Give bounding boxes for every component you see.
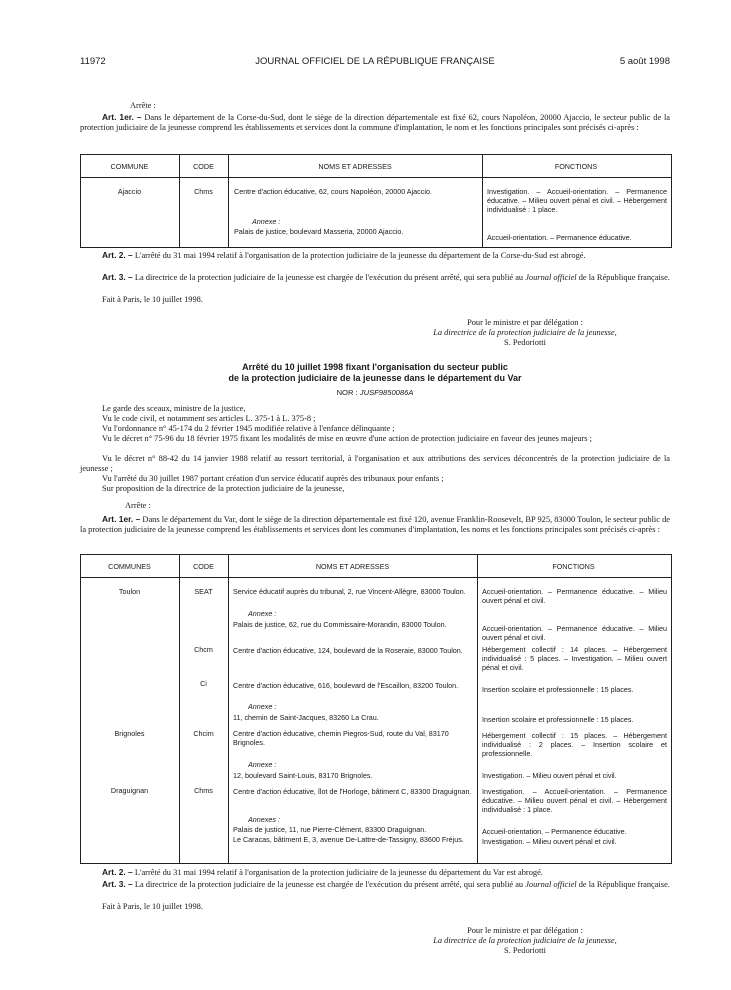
- article-3: Art. 3. – La directrice de la protection judiciaire de la jeunesse est chargée de l'exécution du présent arrêté, qui sera publié au Journal officiel de la République française.: [102, 879, 670, 889]
- cell-function: Hébergement collectif : 14 places. – Hébergement individualisé : 5 places. – Investigation. – Milieu ouvert pénal et civil.: [482, 645, 667, 672]
- cell-name: Centre d'action éducative, 62, cours Napoléon, 20000 Ajaccio.: [234, 187, 432, 196]
- th-fonctions: FONCTIONS: [554, 162, 598, 171]
- cell-code: Chms: [194, 187, 213, 196]
- cell-commune: Toulon: [118, 587, 141, 596]
- cell-name: Palais de justice, boulevard Masseria, 20000 Ajaccio.: [234, 227, 404, 236]
- th-communes: COMMUNES: [108, 562, 151, 571]
- signature-block: Pour le ministre et par délégation : La directrice de la protection judiciaire de la jeunesse, S. Pedoriotti: [433, 318, 617, 347]
- fait-a-paris: Fait à Paris, le 10 juillet 1998.: [102, 295, 203, 304]
- fait-a-paris: Fait à Paris, le 10 juillet 1998.: [102, 902, 203, 911]
- cell-function: Investigation. – Milieu ouvert pénal et civil.: [482, 771, 617, 780]
- cell-function: Accueil-orientation. – Permanence éducative. – Milieu ouvert pénal et civil.: [482, 587, 667, 605]
- cell-code: Chms: [194, 786, 213, 795]
- cell-name: Centre d'action éducative, chemin Piegros-Sud, route du Val, 83170 Brignoles.: [233, 729, 449, 747]
- preamble-garde: Le garde des sceaux, ministre de la justice,: [102, 404, 246, 413]
- preamble-vu: Vu le code civil, et notamment ses articles L. 375-1 à L. 375-8 ;: [102, 414, 316, 423]
- cell-code: Chcim: [193, 729, 214, 738]
- article-2: Art. 2. – L'arrêté du 31 mai 1994 relatif à l'organisation de la protection judiciaire de la jeunesse du département de la Corse-du-Sud est abrogé.: [102, 250, 586, 260]
- preamble-vu: Vu le décret n° 75-96 du 18 février 1975 fixant les modalités de mise en œuvre d'une action de protection judiciaire en faveur des jeunes majeurs ;: [102, 434, 592, 443]
- cell-name: Centre d'action éducative, 616, boulevard de l'Escaillon, 83200 Toulon.: [233, 681, 459, 690]
- article-3: Art. 3. – La directrice de la protection judiciaire de la jeunesse est chargée de l'exécution du présent arrêté, qui sera publié au Journal officiel de la République française.: [102, 272, 670, 282]
- annex-label: Annexe :: [248, 760, 277, 769]
- cell-function: Hébergement collectif : 15 places. – Hébergement individualisé : 2 places. – Insertion scolaire et professionnelle.: [482, 731, 667, 758]
- cell-commune: Ajaccio: [117, 187, 142, 196]
- annex-label: Annexe :: [252, 217, 281, 226]
- article-2: Art. 2. – L'arrêté du 31 mai 1994 relatif à l'organisation de la protection judiciaire de la jeunesse du département du Var est abrogé.: [102, 867, 543, 877]
- cell-function: Insertion scolaire et professionnelle : 15 places.: [482, 685, 634, 694]
- cell-name: Service éducatif auprès du tribunal, 2, rue Vincent-Allègre, 83000 Toulon.: [233, 587, 466, 596]
- nor-reference: NOR : JUSF9850086A: [336, 388, 414, 397]
- cell-name: Centre d'action éducative, îlot de l'Horloge, bâtiment C, 83300 Draguignan.: [233, 787, 472, 796]
- annex-label: Annexe :: [248, 702, 277, 711]
- journal-title: JOURNAL OFFICIEL DE LA RÉPUBLIQUE FRANÇAISE: [255, 56, 495, 67]
- th-noms: NOMS ET ADRESSES: [315, 562, 390, 571]
- cell-name: Palais de justice, 11, rue Pierre-Clément, 83300 Draguignan.: [233, 825, 427, 834]
- cell-function: Investigation. – Milieu ouvert pénal et civil.: [482, 837, 617, 846]
- cell-function: Investigation. – Accueil-orientation. – Permanence éducative. – Milieu ouvert pénal et civil. – Hébergement individualisé : 1 place.: [482, 787, 667, 814]
- cell-function: Accueil-orientation. – Permanence éducative. – Milieu ouvert pénal et civil.: [482, 624, 667, 642]
- th-code: CODE: [193, 162, 214, 171]
- page-number: 11972: [80, 56, 106, 67]
- cell-commune: Brignoles: [114, 729, 145, 738]
- cell-code: Chcm: [194, 645, 213, 654]
- cell-commune: Draguignan: [110, 786, 149, 795]
- arrete-heading: Arrête :: [130, 101, 156, 110]
- preamble-vu: Vu l'arrêté du 30 juillet 1987 portant création d'un service éducatif auprès des tribunaux pour enfants ;: [102, 474, 444, 483]
- th-noms: NOMS ET ADRESSES: [318, 162, 392, 171]
- cell-name: 12, boulevard Saint-Louis, 83170 Brignoles.: [233, 771, 373, 780]
- decree-title: Arrêté du 10 juillet 1998 fixant l'organisation du secteur public de la protection judiciaire de la jeunesse dans le département du Var: [228, 362, 522, 383]
- cell-code: Ci: [200, 679, 207, 688]
- cell-name: Palais de justice, 62, rue du Commissaire-Morandin, 83000 Toulon.: [233, 620, 447, 629]
- preamble-vu: Vu l'ordonnance n° 45-174 du 2 février 1945 modifiée relative à l'enfance délinquante ;: [102, 424, 395, 433]
- article-1: Art. 1er. – Dans le département de la Corse-du-Sud, dont le siège de la direction départementale est fixé 62, cours Napoléon, 20000 Ajaccio, le secteur public de la protection judiciaire de la jeunesse comprend les établissements et services dont la commune d'implantation, le nom et les fonctions principales sont précisés ci-après :: [80, 112, 670, 132]
- issue-date: 5 août 1998: [619, 56, 670, 67]
- article-1: Art. 1er. – Dans le département du Var, dont le siège de la direction départementale est fixé 120, avenue Franklin-Roosevelt, BP 925, 83000 Toulon, le secteur public de la protection judiciaire de la jeunesse comprend les établissements et services dont les communes d'implantation, les noms et les fonctions principales sont précisés ci-après :: [80, 514, 670, 534]
- cell-function: Investigation. – Accueil-orientation. – Permanence éducative. – Milieu ouvert pénal et civil. – Hébergement individualisé : 1 place.: [487, 187, 667, 214]
- th-fonctions: FONCTIONS: [552, 562, 595, 571]
- annex-label: Annexes :: [248, 815, 280, 824]
- preamble-vu: Vu le décret n° 88-42 du 14 janvier 1988 relatif au ressort territorial, à l'organisation et aux attributions des services déconcentrés de la protection judiciaire de la jeunesse ;: [80, 454, 670, 473]
- cell-name: Centre d'action éducative, 124, boulevard de la Roseraie, 83000 Toulon.: [233, 646, 463, 655]
- cell-name: Le Caracas, bâtiment E, 3, avenue De-Lattre-de-Tassigny, 83600 Fréjus.: [233, 835, 464, 844]
- annex-label: Annexe :: [248, 609, 277, 618]
- cell-name: 11, chemin de Saint-Jacques, 83260 La Crau.: [233, 713, 379, 722]
- cell-function: Accueil-orientation. – Permanence éducative.: [482, 827, 627, 836]
- cell-code: SEAT: [194, 587, 213, 596]
- cell-function: Insertion scolaire et professionnelle : 15 places.: [482, 715, 634, 724]
- th-commune: COMMUNE: [110, 162, 149, 171]
- th-code: CODE: [193, 562, 214, 571]
- signature-block: Pour le ministre et par délégation : La directrice de la protection judiciaire de la jeunesse, S. Pedoriotti: [433, 926, 617, 955]
- arrete-heading: Arrête :: [125, 501, 151, 510]
- cell-function: Accueil-orientation. – Permanence éducative.: [487, 233, 632, 242]
- preamble-sur: Sur proposition de la directrice de la protection judiciaire de la jeunesse,: [102, 484, 345, 493]
